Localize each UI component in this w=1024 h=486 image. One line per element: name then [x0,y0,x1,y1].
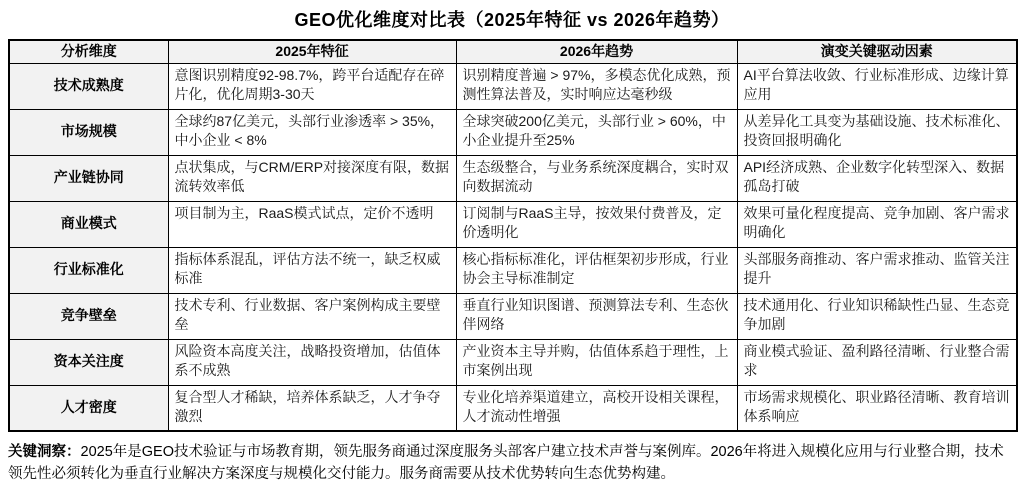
column-header-2025: 2025年特征 [168,40,456,63]
cell-2026: 产业资本主导并购，估值体系趋于理性，上市案例出现 [456,339,737,385]
comparison-table [8,39,1018,432]
cell-2026: 核心指标标准化，评估框架初步形成，行业协会主导标准制定 [456,247,737,293]
page-title: GEO优化维度对比表（2025年特征 vs 2026年趋势） [294,10,730,30]
table-row [9,155,1017,201]
cell-drivers: API经济成熟、企业数字化转型深入、数据孤岛打破 [737,155,1017,201]
cell-2025: 技术专利、行业数据、客户案例构成主要壁垒 [168,293,456,339]
dimension-cell: 商业模式 [9,201,168,247]
dimension-cell: 资本关注度 [9,339,168,385]
cell-2025: 意图识别精度92-98.7%，跨平台适配存在碎片化，优化周期3-30天 [168,63,456,109]
table-row [9,109,1017,155]
cell-drivers: 头部服务商推动、客户需求推动、监管关注提升 [737,247,1017,293]
cell-drivers: AI平台算法收敛、行业标准形成、边缘计算应用 [737,63,1017,109]
table-row [9,247,1017,293]
dimension-cell: 行业标准化 [9,247,168,293]
column-header-2026: 2026年趋势 [456,40,737,63]
cell-2025: 复合型人才稀缺，培养体系缺乏，人才争夺激烈 [168,385,456,431]
cell-2025: 风险资本高度关注，战略投资增加，估值体系不成熟 [168,339,456,385]
cell-2025: 点状集成，与CRM/ERP对接深度有限，数据流转效率低 [168,155,456,201]
key-insight-note [8,441,1016,486]
cell-2026: 专业化培养渠道建立，高校开设相关课程，人才流动性增强 [456,385,737,431]
table-row [9,385,1017,431]
cell-2025: 全球约87亿美元，头部行业渗透率 > 35%，中小企业 < 8% [168,109,456,155]
cell-2026: 订阅制与RaaS主导，按效果付费普及，定价透明化 [456,201,737,247]
cell-2026: 全球突破200亿美元，头部行业 > 60%，中小企业提升至25% [456,109,737,155]
table-row [9,293,1017,339]
dimension-cell: 市场规模 [9,109,168,155]
cell-drivers: 技术通用化、行业知识稀缺性凸显、生态竞争加剧 [737,293,1017,339]
cell-drivers: 商业模式验证、盈利路径清晰、行业整合需求 [737,339,1017,385]
dimension-cell: 竞争壁垒 [9,293,168,339]
cell-2026: 垂直行业知识图谱、预测算法专利、生态伙伴网络 [456,293,737,339]
cell-drivers: 从差异化工具变为基础设施、技术标准化、投资回报明确化 [737,109,1017,155]
cell-2025: 项目制为主，RaaS模式试点，定价不透明 [168,201,456,247]
table-row [9,63,1017,109]
column-header-dimension: 分析维度 [9,40,168,63]
dimension-cell: 人才密度 [9,385,168,431]
dimension-cell: 技术成熟度 [9,63,168,109]
cell-drivers: 效果可量化程度提高、竞争加剧、客户需求明确化 [737,201,1017,247]
table-row [9,201,1017,247]
cell-2026: 识别精度普遍 > 97%，多模态优化成熟，预测性算法普及，实时响应达毫秒级 [456,63,737,109]
table-header-row [9,40,1017,63]
column-header-drivers: 演变关键驱动因素 [737,40,1017,63]
table-row [9,339,1017,385]
key-insight-label: 关键洞察： [8,444,81,460]
cell-2026: 生态级整合，与业务系统深度耦合，实时双向数据流动 [456,155,737,201]
key-insight-text: 2025年是GEO技术验证与市场教育期，领先服务商通过深度服务头部客户建立技术声誉与案例库。2026年将进入规模化应用与行业整合期，技术领先性必须转化为垂直行业解决方案深度与规模化交付能力。服务商需要从技术优势转向生态优势构建。 [8,444,1004,483]
dimension-cell: 产业链协同 [9,155,168,201]
cell-2025: 指标体系混乱，评估方法不统一，缺乏权威标准 [168,247,456,293]
cell-drivers: 市场需求规模化、职业路径清晰、教育培训体系响应 [737,385,1017,431]
